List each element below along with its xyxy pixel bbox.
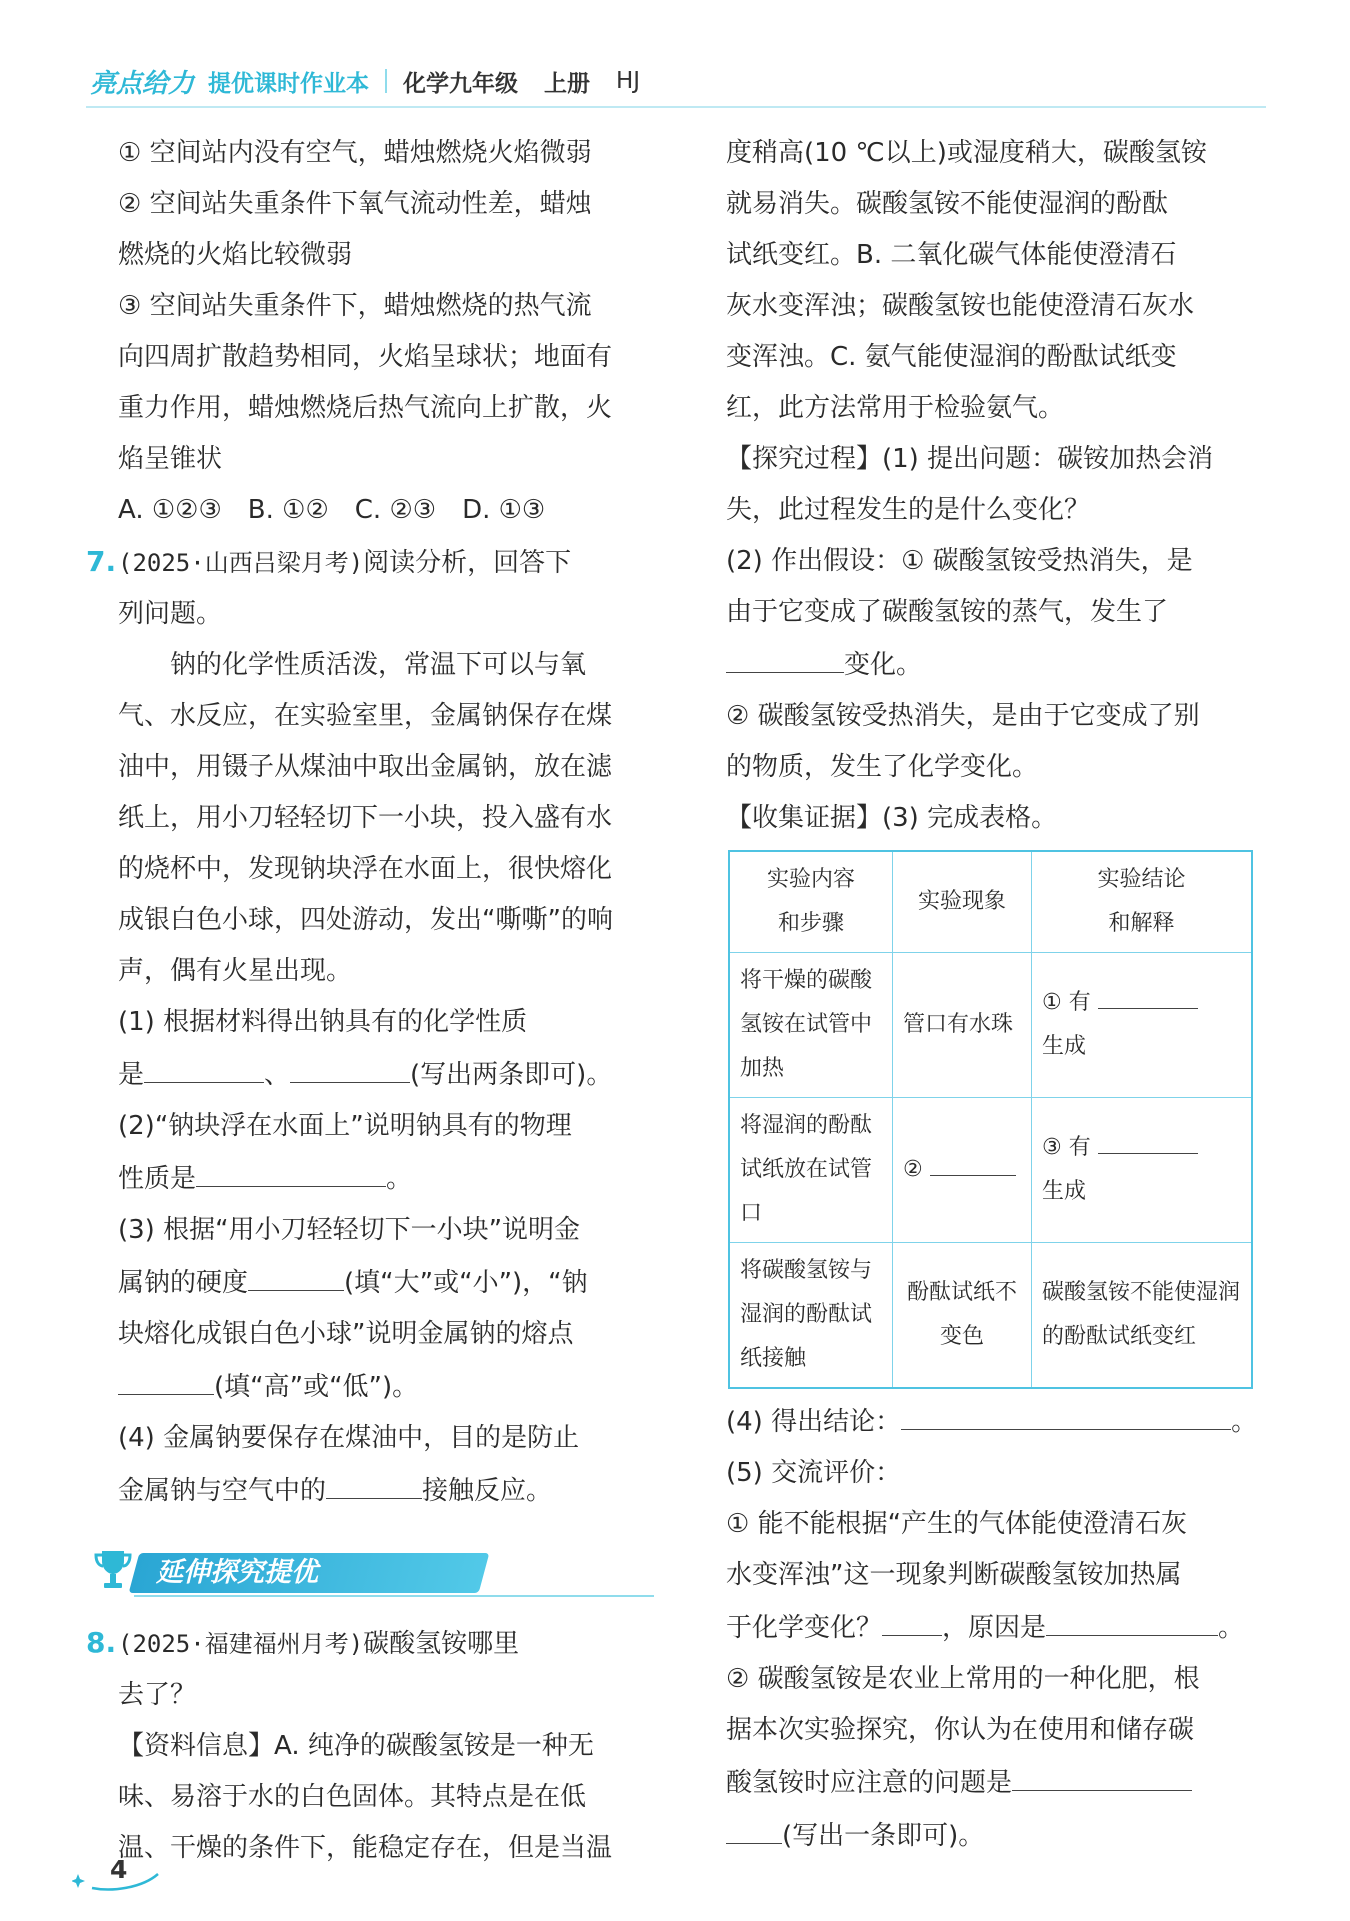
table-cell: ① 有 生成 bbox=[1032, 953, 1253, 1098]
process-1a: 【探究过程】(1) 提出问题：碳铵加热会消 bbox=[726, 444, 1214, 474]
subject-label: 化学九年级 bbox=[403, 70, 519, 97]
right-column bbox=[726, 128, 1261, 1862]
conclusion: (4) 得出结论： 。 bbox=[726, 1395, 1261, 1448]
table-cell: 将湿润的酚酞试纸放在试管口 bbox=[729, 1098, 893, 1243]
sub-question-3d: (填“高”或“低”)。 bbox=[118, 1360, 653, 1413]
table-cell: 酚酞试纸不变色 bbox=[893, 1243, 1032, 1389]
series-title: 提优课时作业本 bbox=[208, 70, 370, 97]
answer-blank[interactable] bbox=[1012, 1756, 1192, 1791]
option-2a: ② 空间站失重条件下氧气流动性差，蜡烛 bbox=[118, 189, 592, 219]
option-1: ① 空间站内没有空气，蜡烛燃烧火焰微弱 bbox=[118, 138, 592, 168]
table-cell: 将碳酸氢铵与湿润的酚酞试纸接触 bbox=[729, 1243, 893, 1389]
sub-question-3b: 属钠的硬度 (填“大”或“小”)，“钠 bbox=[118, 1256, 653, 1309]
volume-label: 上册 bbox=[544, 70, 591, 97]
answer-blank[interactable] bbox=[882, 1601, 942, 1636]
passage-line: 气、水反应，在实验室里，金属钠保存在煤 bbox=[118, 701, 613, 731]
question-7-stem: 7.(2025·山西吕梁月考)阅读分析，回答下 bbox=[118, 536, 653, 589]
info-line: 味、易溶于水的白色固体。其特点是在低 bbox=[118, 1782, 587, 1812]
table-header: 实验内容 和步骤 bbox=[729, 851, 893, 953]
passage-line: 成银白色小球，四处游动，发出“嘶嘶”的响 bbox=[118, 905, 613, 935]
evaluation-1a: ① 能不能根据“产生的气体能使澄清石灰 bbox=[726, 1509, 1188, 1539]
hypothesis-c: 变化。 bbox=[726, 638, 1261, 691]
evaluation-1c: 于化学变化？ ，原因是 。 bbox=[726, 1601, 1261, 1654]
page-header bbox=[90, 58, 640, 104]
header-divider bbox=[385, 69, 387, 93]
info-line: 就易消失。碳酸氢铵不能使湿润的酚酞 bbox=[726, 189, 1169, 219]
answer-blank[interactable] bbox=[144, 1048, 264, 1083]
hypothesis-a: (2) 作出假设：① 碳酸氢铵受热消失，是 bbox=[726, 546, 1193, 576]
evidence-title: 【收集证据】(3) 完成表格。 bbox=[726, 803, 1058, 833]
sub-question-2a: (2)“钠块浮在水面上”说明钠具有的物理 bbox=[118, 1111, 572, 1141]
question-7-source: (2025·山西吕梁月考) bbox=[118, 549, 364, 577]
answer-blank[interactable] bbox=[901, 1395, 1231, 1430]
answer-blank[interactable] bbox=[196, 1152, 386, 1187]
table-cell: 将干燥的碳酸氢铵在试管中加热 bbox=[729, 953, 893, 1098]
option-3a: ③ 空间站失重条件下，蜡烛燃烧的热气流 bbox=[118, 291, 592, 321]
table-cell: ③ 有 生成 bbox=[1032, 1098, 1253, 1243]
answer-choices: A. ①②③ B. ①② C. ②③ D. ①③ bbox=[118, 495, 546, 525]
hypothesis-d: ② 碳酸氢铵受热消失，是由于它变成了别 bbox=[726, 701, 1200, 731]
answer-blank[interactable] bbox=[930, 1149, 1016, 1176]
process-1b: 失，此过程发生的是什么变化？ bbox=[726, 495, 1091, 525]
evaluation-1b: 水变浑浊”这一现象判断碳酸氢铵加热属 bbox=[726, 1560, 1182, 1590]
question-8-stem: 8.(2025·福建福州月考)碳酸氢铵哪里 bbox=[118, 1617, 653, 1670]
evaluation-2a: ② 碳酸氢铵是农业上常用的一种化肥，根 bbox=[726, 1664, 1200, 1694]
passage-line: 声，偶有火星出现。 bbox=[118, 956, 353, 986]
sub-question-4b: 金属钠与空气中的 接触反应。 bbox=[118, 1464, 653, 1517]
option-3d: 焰呈锥状 bbox=[118, 444, 223, 474]
question-8-number: 8. bbox=[86, 1626, 117, 1659]
passage-line: 的烧杯中，发现钠块浮在水面上，很快熔化 bbox=[118, 854, 613, 884]
answer-blank[interactable] bbox=[290, 1048, 410, 1083]
evaluation-2c: 酸氢铵时应注意的问题是 bbox=[726, 1756, 1261, 1809]
info-line: 温、干燥的条件下，能稳定存在，但是当温 bbox=[118, 1833, 613, 1863]
table-cell: 碳酸氢铵不能使湿润的酚酞试纸变红 bbox=[1032, 1243, 1253, 1389]
evaluation-2d: (写出一条即可)。 bbox=[726, 1809, 1261, 1862]
answer-blank[interactable] bbox=[326, 1464, 422, 1499]
option-3b: 向四周扩散趋势相同，火焰呈球状；地面有 bbox=[118, 342, 613, 372]
answer-blank[interactable] bbox=[726, 1809, 782, 1844]
trophy-icon bbox=[94, 1547, 132, 1593]
table-cell: 管口有水珠 bbox=[893, 953, 1032, 1098]
sub-question-3c: 块熔化成银白色小球”说明金属钠的熔点 bbox=[118, 1319, 574, 1349]
page-number: 4 bbox=[110, 1855, 128, 1884]
banner-rule bbox=[134, 1595, 654, 1597]
section-banner bbox=[94, 1543, 653, 1603]
answer-blank[interactable] bbox=[1046, 1601, 1218, 1636]
passage-line: 油中，用镊子从煤油中取出金属钠，放在滤 bbox=[118, 752, 613, 782]
info-line: 【资料信息】A. 纯净的碳酸氢铵是一种无 bbox=[118, 1731, 594, 1761]
question-7-number: 7. bbox=[86, 545, 117, 578]
brand-logo: 亮点给力 bbox=[90, 68, 195, 99]
sub-question-2b: 性质是 。 bbox=[118, 1152, 653, 1205]
question-8-stem-b: 去了？ bbox=[118, 1680, 197, 1710]
question-8-source: (2025·福建福州月考) bbox=[118, 1630, 364, 1658]
answer-blank[interactable] bbox=[248, 1256, 344, 1291]
answer-blank[interactable] bbox=[1098, 1127, 1198, 1154]
info-line: 灰水变浑浊；碳酸氢铵也能使澄清石灰水 bbox=[726, 291, 1195, 321]
sub-question-3a: (3) 根据“用小刀轻轻切下一小块”说明金 bbox=[118, 1215, 581, 1245]
info-line: 试纸变红。B. 二氧化碳气体能使澄清石 bbox=[726, 240, 1177, 270]
hypothesis-e: 的物质，发生了化学变化。 bbox=[726, 752, 1039, 782]
header-rule bbox=[86, 106, 1266, 108]
experiment-table bbox=[728, 850, 1253, 1389]
option-3c: 重力作用，蜡烛燃烧后热气流向上扩散，火 bbox=[118, 393, 613, 423]
passage-line: 纸上，用小刀轻轻切下一小块，投入盛有水 bbox=[118, 803, 613, 833]
hypothesis-b: 由于它变成了碳酸氢铵的蒸气，发生了 bbox=[726, 597, 1169, 627]
info-line: 变浑浊。C. 氨气能使湿润的酚酞试纸变 bbox=[726, 342, 1177, 372]
table-header: 实验结论 和解释 bbox=[1032, 851, 1253, 953]
edition-label: HJ bbox=[616, 68, 641, 94]
sub-question-4a: (4) 金属钠要保存在煤油中，目的是防止 bbox=[118, 1423, 580, 1453]
info-line: 度稍高(10 ℃以上)或湿度稍大，碳酸氢铵 bbox=[726, 138, 1207, 168]
evaluation-title: (5) 交流评价： bbox=[726, 1458, 902, 1488]
passage-line: 钠的化学性质活泼，常温下可以与氧 bbox=[170, 650, 587, 680]
answer-blank[interactable] bbox=[726, 638, 844, 673]
evaluation-2b: 据本次实验探究，你认为在使用和储存碳 bbox=[726, 1715, 1195, 1745]
sub-question-1a: (1) 根据材料得出钠具有的化学性质 bbox=[118, 1007, 528, 1037]
option-2b: 燃烧的火焰比较微弱 bbox=[118, 240, 353, 270]
sub-question-1b: 是 、 (写出两条即可)。 bbox=[118, 1048, 653, 1101]
table-cell: ② bbox=[893, 1098, 1032, 1243]
banner-title: 延伸探究提优 bbox=[156, 1557, 318, 1588]
info-line: 红，此方法常用于检验氨气。 bbox=[726, 393, 1065, 423]
table-header: 实验现象 bbox=[893, 851, 1032, 953]
question-7-stem-b: 列问题。 bbox=[118, 599, 223, 629]
answer-blank[interactable] bbox=[118, 1360, 214, 1395]
left-column bbox=[86, 128, 653, 1874]
answer-blank[interactable] bbox=[1098, 982, 1198, 1009]
